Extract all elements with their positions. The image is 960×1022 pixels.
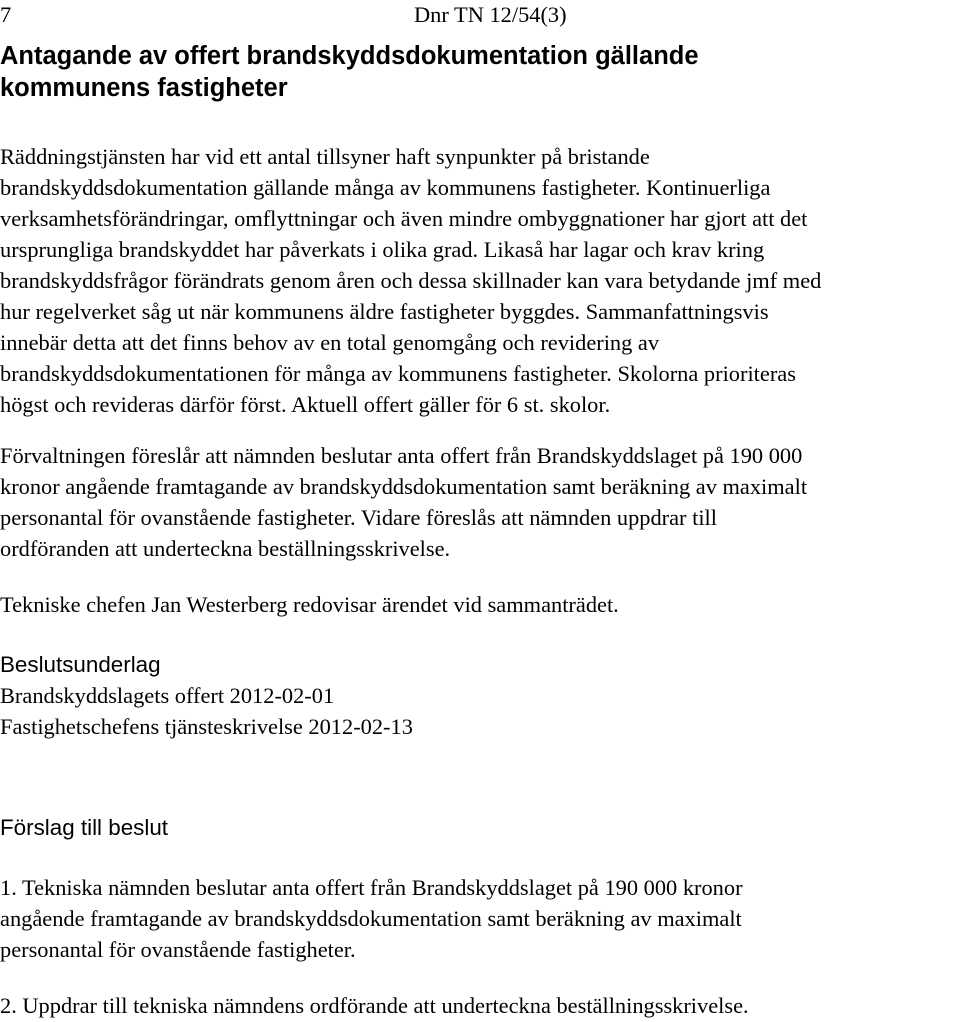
presenter-paragraph: Tekniske chefen Jan Westerberg redovisar ärendet vid sammanträdet. xyxy=(0,592,619,617)
proposal-line: 1. Tekniska nämnden beslutar anta offert från Brandskyddslaget på 190 000 kronor xyxy=(0,875,743,900)
proposal-item-2: 2. Uppdrar till tekniska nämndens ordförande att underteckna beställningsskrivelse. xyxy=(0,993,749,1018)
document-title xyxy=(0,40,900,104)
document-reference: Dnr TN 12/54(3) xyxy=(414,2,567,27)
proposal-line: personantal för ovanstående fastigheter. xyxy=(0,937,356,962)
proposal-paragraph xyxy=(0,440,807,564)
paragraph-line: brandskyddsdokumentation gällande många av kommunens fastigheter. Kontinuerliga xyxy=(0,175,771,200)
paragraph-line: brandskyddsdokumentationen för många av kommunens fastigheter. Skolorna prioriteras xyxy=(0,361,796,386)
paragraph-line: brandskyddsfrågor förändrats genom åren och dessa skillnader kan vara betydande jmf med xyxy=(0,268,822,293)
decision-basis-item: Brandskyddslagets offert 2012-02-01 xyxy=(0,683,335,708)
paragraph-line: personantal för ovanstående fastigheter. Vidare föreslås att nämnden uppdrar till xyxy=(0,505,717,530)
paragraph-line: kronor angående framtagande av brandskyddsdokumentation samt beräkning av maximalt xyxy=(0,474,808,499)
paragraph-line: Räddningstjänsten har vid ett antal tillsyner haft synpunkter på bristande xyxy=(0,144,650,169)
paragraph-line: innebär detta att det finns behov av en total genomgång och revidering av xyxy=(0,330,660,355)
decision-basis-list xyxy=(0,680,413,742)
page-number: 7 xyxy=(0,2,12,27)
proposal-item-1 xyxy=(0,872,743,965)
paragraph-line: verksamhetsförändringar, omflyttningar och även mindre ombyggnationer har gjort att det xyxy=(0,206,808,231)
decision-basis-heading: Beslutsunderlag xyxy=(0,652,161,677)
background-paragraph xyxy=(0,141,821,420)
decision-basis-item: Fastighetschefens tjänsteskrivelse 2012-02-13 xyxy=(0,714,413,739)
paragraph-line: ursprungliga brandskyddet har påverkats i olika grad. Likaså har lagar och krav kring xyxy=(0,237,765,262)
title-line: kommunens fastigheter xyxy=(0,74,288,102)
paragraph-line: hur regelverket såg ut när kommunens äldre fastigheter byggdes. Sammanfattningsvis xyxy=(0,299,769,324)
paragraph-line: Förvaltningen föreslår att nämnden beslutar anta offert från Brandskyddslaget på 190 000 xyxy=(0,443,803,468)
title-line: Antagande av offert brandskyddsdokumentation gällande xyxy=(0,42,699,70)
paragraph-line: högst och revideras därför först. Aktuell offert gäller för 6 st. skolor. xyxy=(0,392,611,417)
paragraph-line: ordföranden att underteckna beställningsskrivelse. xyxy=(0,536,451,561)
proposal-line: angående framtagande av brandskyddsdokumentation samt beräkning av maximalt xyxy=(0,906,742,931)
proposal-heading: Förslag till beslut xyxy=(0,815,168,840)
